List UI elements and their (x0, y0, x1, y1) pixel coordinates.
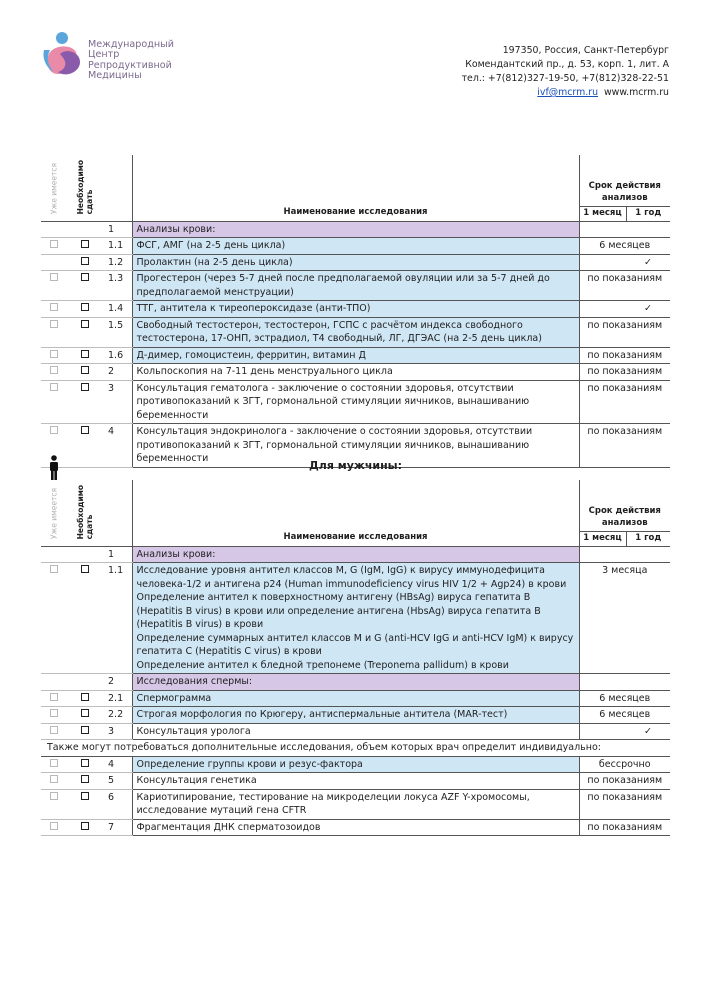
need-to-take-checkbox[interactable] (81, 426, 89, 434)
extra-note-text: Также могут потребоваться дополнительные исследования, объем которых врач определит индивидуально: (41, 740, 670, 757)
test-name: Исследование уровня антител классов M, G (IgM, IgG) к вирусу иммунодефицита человека-1/2 и антигена p24 (Human immunodeficiency virus HIV 1/2 + Agp24) в крови Определение антител к поверхностному антигену (HBsAg) вируса гепатита В (Hepatitis B virus) в крови или определение антигена (HbsAg) вируса гепатита В (Hepatitis B virus) в крови Определение суммарных антител классов M и G (anti-HCV IgG и anti-HCV IgM) к вирусу гепатита С (Hepatitis C virus) в крови Определение антител к бледной трепонеме (Treponema pallidum) в крови (132, 563, 579, 674)
validity-value: 6 месяцев (579, 238, 670, 255)
validity-value: по показаниям (579, 380, 670, 424)
test-name: Спермограмма (132, 690, 579, 707)
test-row (41, 563, 670, 674)
test-row (41, 707, 670, 724)
test-number: 7 (104, 819, 132, 836)
test-row (41, 723, 670, 740)
test-number: 6 (104, 789, 132, 819)
test-number: 2 (104, 364, 132, 381)
validity-value: по показаниям (579, 271, 670, 301)
already-have-checkbox[interactable] (50, 822, 58, 830)
need-to-take-checkbox[interactable] (81, 693, 89, 701)
test-row (41, 789, 670, 819)
test-number: 4 (104, 424, 132, 468)
test-number: 5 (104, 773, 132, 790)
validity-1-month (579, 301, 626, 318)
need-to-take-checkbox[interactable] (81, 709, 89, 717)
test-number: 1.5 (104, 317, 132, 347)
test-name: Д-димер, гомоцистеин, ферритин, витамин Д (132, 347, 579, 364)
test-name: Исследования спермы: (132, 674, 579, 691)
need-to-take-checkbox[interactable] (81, 240, 89, 248)
clinic-address (462, 44, 669, 100)
validity-value: 6 месяцев (579, 707, 670, 724)
test-row (41, 364, 670, 381)
validity-1-year (626, 674, 670, 691)
already-have-checkbox[interactable] (50, 726, 58, 734)
validity-1-month (579, 723, 626, 740)
test-row (41, 238, 670, 255)
need-to-take-checkbox[interactable] (81, 759, 89, 767)
validity-value: по показаниям (579, 317, 670, 347)
need-to-take-checkbox[interactable] (81, 383, 89, 391)
one-year-header: 1 год (635, 533, 662, 543)
test-name: Анализы крови: (132, 221, 579, 238)
validity-value: по показаниям (579, 819, 670, 836)
test-name-header: Наименование исследования (132, 480, 579, 546)
test-number: 2.1 (104, 690, 132, 707)
test-row (41, 773, 670, 790)
test-number: 1.6 (104, 347, 132, 364)
women-tests-table (41, 155, 670, 468)
validity-value: бессрочно (579, 756, 670, 773)
already-have-checkbox[interactable] (50, 350, 58, 358)
clinic-name-line: Международный (88, 39, 174, 50)
test-row (41, 819, 670, 836)
already-have-checkbox[interactable] (50, 709, 58, 717)
validity-1-year (626, 221, 670, 238)
clinic-name-line: Центр (88, 49, 120, 61)
already-have-checkbox[interactable] (50, 792, 58, 800)
test-name: Кольпоскопия на 7-11 день менструального цикла (132, 364, 579, 381)
email-link[interactable]: ivf@mcrm.ru (537, 87, 599, 98)
one-month-header: 1 месяц (580, 207, 627, 221)
address-line: Комендантский пр., д. 53, корп. 1, лит. А (465, 59, 669, 70)
test-row (41, 546, 670, 563)
need-to-take-checkbox[interactable] (81, 257, 89, 265)
need-to-take-header: Необходимо сдать (76, 160, 94, 215)
one-month-header: 1 месяц (580, 532, 627, 546)
validity-1-month (579, 254, 626, 271)
validity-value: по показаниям (579, 364, 670, 381)
validity-1-year (626, 546, 670, 563)
table-header-row (41, 480, 670, 546)
validity-1-month (579, 546, 626, 563)
already-have-header: Уже имеется (49, 488, 58, 540)
need-to-take-checkbox[interactable] (81, 792, 89, 800)
test-number: 1 (104, 221, 132, 238)
test-name: ФСГ, АМГ (на 2-5 день цикла) (132, 238, 579, 255)
validity-value: по показаниям (579, 424, 670, 468)
validity-1-year: ✓ (626, 254, 670, 271)
test-name: Пролактин (на 2-5 день цикла) (132, 254, 579, 271)
validity-header: Срок действия анализов (588, 506, 661, 528)
need-to-take-checkbox[interactable] (81, 726, 89, 734)
test-name: Консультация гематолога - заключение о состоянии здоровья, отсутствии противопоказаний к ЗГТ, гормональной стимуляции яичников, вынашиванию беременности (132, 380, 579, 424)
test-number: 1.3 (104, 271, 132, 301)
validity-value: по показаниям (579, 347, 670, 364)
validity-value: по показаниям (579, 789, 670, 819)
test-number: 2.2 (104, 707, 132, 724)
test-row (41, 380, 670, 424)
test-row (41, 254, 670, 271)
test-number: 1 (104, 546, 132, 563)
test-name: Прогестерон (через 5-7 дней после предполагаемой овуляции или за 5-7 дней до предполагаемой менструации) (132, 271, 579, 301)
already-have-checkbox[interactable] (50, 320, 58, 328)
already-have-checkbox[interactable] (50, 240, 58, 248)
extra-note-row (41, 740, 670, 757)
test-number: 3 (104, 723, 132, 740)
validity-value: 6 месяцев (579, 690, 670, 707)
need-to-take-header: Необходимо сдать (76, 485, 94, 540)
already-have-checkbox[interactable] (50, 426, 58, 434)
clinic-name-line: Репродуктивной (88, 59, 172, 71)
test-number: 1.4 (104, 301, 132, 318)
need-to-take-checkbox[interactable] (81, 822, 89, 830)
already-have-checkbox[interactable] (50, 759, 58, 767)
already-have-checkbox[interactable] (50, 565, 58, 573)
test-name-header: Наименование исследования (132, 155, 579, 221)
need-to-take-checkbox[interactable] (81, 350, 89, 358)
table-header-row (41, 155, 670, 221)
test-number: 3 (104, 380, 132, 424)
test-row (41, 221, 670, 238)
test-name: Фрагментация ДНК сперматозоидов (132, 819, 579, 836)
need-to-take-checkbox[interactable] (81, 775, 89, 783)
validity-value: 3 месяца (579, 563, 670, 674)
already-have-checkbox[interactable] (50, 366, 58, 374)
test-name: Свободный тестостерон, тестостерон, ГСПС с расчётом индекса свободного тестостерона, 17-ОНП, эстрадиол, Т4 свободный, ЛГ, ДГЭАС (на 2-5 день цикла) (132, 317, 579, 347)
test-number: 1.2 (104, 254, 132, 271)
validity-1-month (579, 674, 626, 691)
validity-1-month (579, 221, 626, 238)
test-number: 1.1 (104, 238, 132, 255)
test-row (41, 347, 670, 364)
already-have-checkbox[interactable] (50, 693, 58, 701)
test-row (41, 690, 670, 707)
need-to-take-checkbox[interactable] (81, 273, 89, 281)
validity-1-year: ✓ (626, 301, 670, 318)
test-name: ТТГ, антитела к тиреопероксидазе (анти-ТПО) (132, 301, 579, 318)
test-number: 2 (104, 674, 132, 691)
address-line: 197350, Россия, Санкт-Петербург (502, 45, 669, 56)
test-name: Строгая морфология по Крюгеру, антиспермальные антитела (MAR-тест) (132, 707, 579, 724)
test-row (41, 271, 670, 301)
test-number: 1.1 (104, 563, 132, 674)
already-have-checkbox[interactable] (50, 775, 58, 783)
test-name: Определение группы крови и резус-фактора (132, 756, 579, 773)
test-row (41, 756, 670, 773)
already-have-checkbox[interactable] (50, 273, 58, 281)
test-name: Консультация уролога (132, 723, 579, 740)
test-name: Консультация эндокринолога - заключение о состоянии здоровья, отсутствии противопоказаний к ЗГТ, гормональной стимуляции яичников, вынашиванию беременности (132, 424, 579, 468)
website-text: www.mcrm.ru (603, 87, 669, 98)
already-have-header: Уже имеется (49, 163, 58, 215)
clinic-logo (40, 28, 86, 83)
validity-header: Срок действия анализов (588, 181, 661, 203)
validity-value: по показаниям (579, 773, 670, 790)
test-row (41, 301, 670, 318)
test-row (41, 317, 670, 347)
need-to-take-checkbox[interactable] (81, 303, 89, 311)
validity-1-year: ✓ (626, 723, 670, 740)
test-row (41, 674, 670, 691)
test-number: 4 (104, 756, 132, 773)
need-to-take-checkbox[interactable] (81, 565, 89, 573)
clinic-name (88, 40, 174, 82)
test-name: Анализы крови: (132, 546, 579, 563)
test-name: Кариотипирование, тестирование на микроделеции локуса AZF Y-хромосомы, исследование мутаций гена CFTR (132, 789, 579, 819)
clinic-name-line: Медицины (88, 70, 142, 82)
one-year-header: 1 год (635, 208, 662, 218)
men-tests-table (41, 480, 670, 836)
already-have-checkbox[interactable] (50, 383, 58, 391)
already-have-checkbox[interactable] (50, 303, 58, 311)
test-name: Консультация генетика (132, 773, 579, 790)
men-section-title: Для мужчины: (308, 459, 403, 472)
need-to-take-checkbox[interactable] (81, 366, 89, 374)
phone-line: тел.: +7(812)327-19-50, +7(812)328-22-51 (461, 73, 669, 84)
need-to-take-checkbox[interactable] (81, 320, 89, 328)
